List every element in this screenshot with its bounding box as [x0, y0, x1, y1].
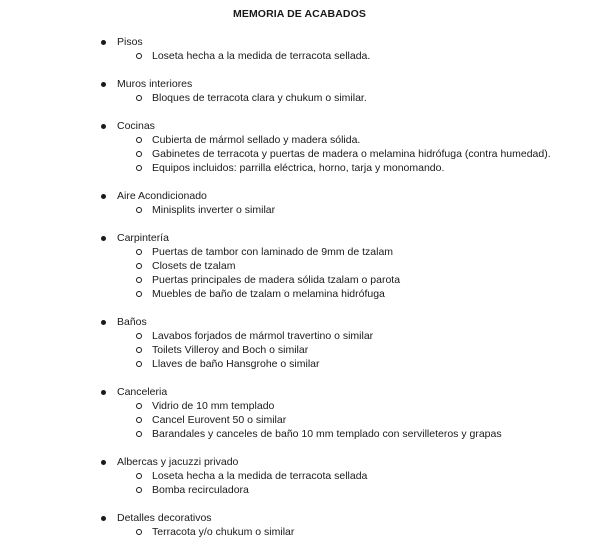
- list-item: [0, 413, 552, 427]
- sub-list: [0, 469, 599, 497]
- list-item-text: Lavabos forjados de mármol travertino o similar: [152, 330, 374, 342]
- bullet-icon: [101, 82, 106, 87]
- list-item: [0, 91, 552, 105]
- bullet-icon: [101, 236, 106, 241]
- circle-bullet-icon: [136, 473, 142, 479]
- circle-bullet-icon: [136, 277, 142, 283]
- section-heading: Albercas y jacuzzi privado: [117, 456, 239, 468]
- list-item: [0, 161, 552, 175]
- list-item: [0, 287, 552, 301]
- section: [0, 231, 599, 301]
- section-heading-row: [0, 35, 599, 49]
- circle-bullet-icon: [136, 95, 142, 101]
- list-item-text: Equipos incluidos: parrilla eléctrica, horno, tarja y monomando.: [152, 162, 445, 174]
- bullet-icon: [101, 40, 106, 45]
- list-item-text: Muebles de baño de tzalam o melamina hidrófuga: [152, 288, 385, 300]
- list-item-text: Terracota y/o chukum o similar: [152, 526, 295, 538]
- list-item: [0, 133, 552, 147]
- section-heading-row: [0, 455, 599, 469]
- section-heading-row: [0, 511, 599, 525]
- section-heading: Cocinas: [117, 120, 155, 132]
- section: [0, 315, 599, 371]
- list-item-text: Minisplits inverter o similar: [152, 204, 276, 216]
- circle-bullet-icon: [136, 137, 142, 143]
- list-item-text: Puertas principales de madera sólida tzalam o parota: [152, 274, 401, 286]
- list-item-text: Llaves de baño Hansgrohe o similar: [152, 358, 320, 370]
- section: [0, 511, 599, 539]
- circle-bullet-icon: [136, 263, 142, 269]
- section-heading: Muros interiores: [117, 78, 193, 90]
- section: [0, 119, 599, 175]
- circle-bullet-icon: [136, 529, 142, 535]
- sub-list: [0, 203, 599, 217]
- list-item: [0, 329, 552, 343]
- list-item-text: Bomba recirculadora: [152, 484, 249, 496]
- circle-bullet-icon: [136, 291, 142, 297]
- bullet-icon: [101, 460, 106, 465]
- list-item: [0, 525, 552, 539]
- sub-list: [0, 525, 599, 539]
- circle-bullet-icon: [136, 333, 142, 339]
- bullet-icon: [101, 516, 106, 521]
- list-item-text: Loseta hecha a la medida de terracota sellada: [152, 470, 368, 482]
- section-heading: Carpintería: [117, 232, 169, 244]
- sub-list: [0, 329, 599, 371]
- finishes-list: [0, 35, 599, 553]
- list-item-text: Bloques de terracota clara y chukum o similar.: [152, 92, 367, 104]
- circle-bullet-icon: [136, 487, 142, 493]
- circle-bullet-icon: [136, 207, 142, 213]
- bullet-icon: [101, 194, 106, 199]
- sub-list: [0, 245, 599, 301]
- list-item: [0, 469, 552, 483]
- section: [0, 189, 599, 217]
- section-heading-row: [0, 119, 599, 133]
- list-item: [0, 245, 552, 259]
- section-heading: Aire Acondicionado: [117, 190, 207, 202]
- section-heading: Baños: [117, 316, 147, 328]
- circle-bullet-icon: [136, 417, 142, 423]
- section: [0, 455, 599, 497]
- bullet-icon: [101, 390, 106, 395]
- list-item: [0, 357, 552, 371]
- list-item-text: Toilets Villeroy and Boch o similar: [152, 344, 309, 356]
- bullet-icon: [101, 320, 106, 325]
- circle-bullet-icon: [136, 431, 142, 437]
- bullet-icon: [101, 124, 106, 129]
- list-item: [0, 147, 552, 161]
- sub-list: [0, 133, 599, 175]
- list-item-text: Cancel Eurovent 50 o similar: [152, 414, 287, 426]
- sub-list: [0, 399, 599, 441]
- document-title: MEMORIA DE ACABADOS: [233, 8, 366, 20]
- list-item-text: Closets de tzalam: [152, 260, 236, 272]
- list-item-text: Loseta hecha a la medida de terracota sellada.: [152, 50, 371, 62]
- section-heading-row: [0, 77, 599, 91]
- list-item: [0, 427, 552, 441]
- circle-bullet-icon: [136, 151, 142, 157]
- circle-bullet-icon: [136, 249, 142, 255]
- list-item-text: Barandales y canceles de baño 10 mm templado con servilleteros y grapas: [152, 428, 502, 440]
- circle-bullet-icon: [136, 53, 142, 59]
- list-item-text: Cubierta de mármol sellado y madera sólida.: [152, 134, 361, 146]
- section: [0, 77, 599, 105]
- circle-bullet-icon: [136, 165, 142, 171]
- list-item-text: Puertas de tambor con laminado de 9mm de tzalam: [152, 246, 394, 258]
- list-item: [0, 343, 552, 357]
- sub-list: [0, 91, 599, 105]
- sub-list: [0, 49, 599, 63]
- section: [0, 35, 599, 63]
- section: [0, 385, 599, 441]
- section-heading: Detalles decorativos: [117, 512, 212, 524]
- list-item-text: Gabinetes de terracota y puertas de madera o melamina hidrófuga (contra humedad).: [152, 148, 551, 160]
- section-heading: Canceleria: [117, 386, 168, 398]
- list-item: [0, 203, 552, 217]
- list-item: [0, 273, 552, 287]
- list-item-text: Vidrio de 10 mm templado: [152, 400, 275, 412]
- circle-bullet-icon: [136, 361, 142, 367]
- circle-bullet-icon: [136, 347, 142, 353]
- section-heading: Pisos: [117, 36, 143, 48]
- section-heading-row: [0, 189, 599, 203]
- list-item: [0, 483, 552, 497]
- circle-bullet-icon: [136, 403, 142, 409]
- section-heading-row: [0, 315, 599, 329]
- section-heading-row: [0, 231, 599, 245]
- list-item: [0, 49, 552, 63]
- list-item: [0, 259, 552, 273]
- list-item: [0, 399, 552, 413]
- section-heading-row: [0, 385, 599, 399]
